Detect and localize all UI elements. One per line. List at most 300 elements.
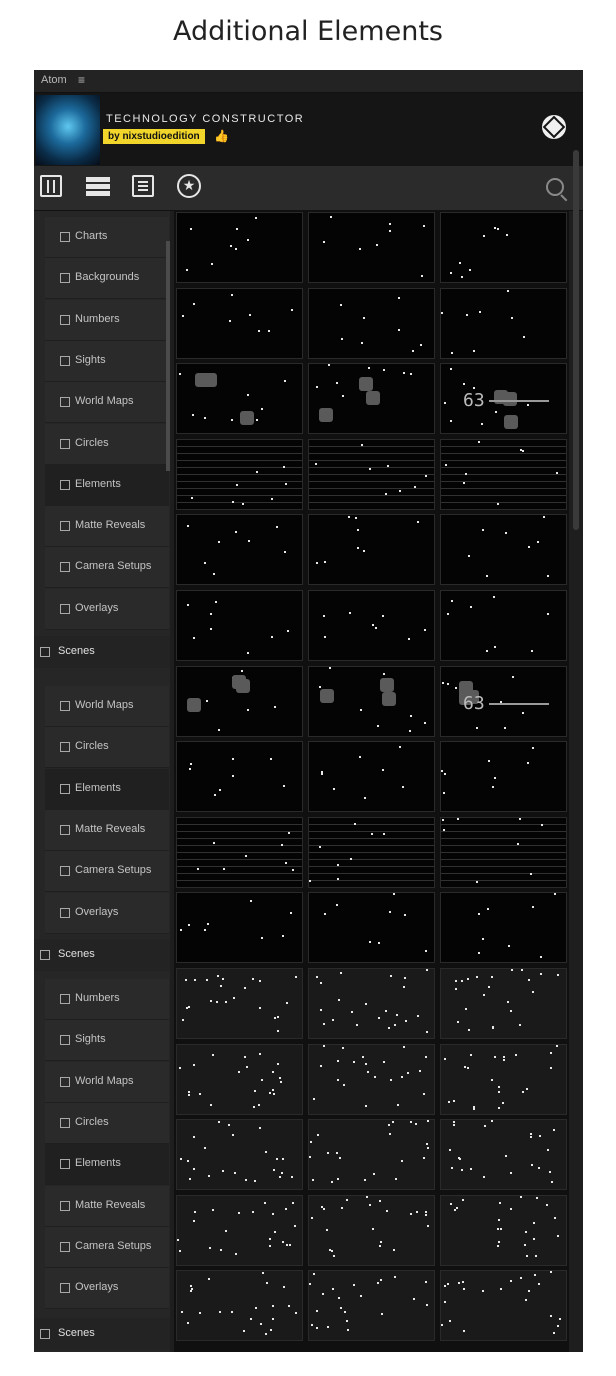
sidebar-item-label: World Maps [75,395,134,408]
graphic-dot [341,1207,343,1209]
graphic-dot [399,746,401,748]
graphic-dot [527,762,529,764]
graphic-dot [341,338,343,340]
graphic-dot [236,484,238,486]
graphic-dot [232,1134,234,1136]
graphic-dot [441,1324,443,1326]
graphic-dot [386,1210,388,1212]
graphic-dot [261,937,263,939]
graphic-dot [530,873,532,875]
graphic-dot [268,330,270,332]
graphic-dot [329,667,331,669]
graphic-dot [484,1125,486,1127]
graphic-dot [238,1212,240,1214]
item-icon [60,1118,70,1128]
graphic-dot [231,1311,233,1313]
graphic-dot [553,1129,555,1131]
graphic-dot [279,1077,281,1079]
graphic-dot [188,1006,190,1008]
list-view-icon[interactable] [86,175,110,197]
glitch-line [489,703,549,705]
brand-title: TECHNOLOGY CONSTRUCTOR [106,113,305,125]
graphic-dot [363,317,365,319]
sidebar-item-elements[interactable] [45,465,169,506]
graphic-dot [481,423,483,425]
graphic-dot [498,1091,500,1093]
preset-thumbnail[interactable] [440,968,567,1039]
hexagon-shape [366,391,380,405]
graphic-dot [332,1019,334,1021]
preset-thumbnail[interactable] [440,590,567,661]
graphic-dot [426,1143,428,1145]
graphic-dot [256,419,258,421]
graphic-dot [549,1171,551,1173]
graphic-dot [470,1054,472,1056]
preset-thumbnail[interactable] [176,741,303,812]
preset-thumbnail[interactable] [308,439,435,510]
preset-thumbnail[interactable] [308,1044,435,1115]
graphic-dot [371,833,373,835]
menu-icon[interactable]: ≡ [78,73,86,87]
graphic-dot [511,969,513,971]
sidebar-item-label: Matte Reveals [75,519,146,532]
fullscreen-icon[interactable] [542,115,566,139]
graphic-dot [377,725,379,727]
graphic-dot [266,1282,268,1284]
graphic-dot [193,637,195,639]
preset-thumbnail[interactable] [176,666,303,737]
graphic-dot [401,1160,403,1162]
preset-thumbnail[interactable] [176,817,303,888]
graphic-dot [315,463,317,465]
graphic-dot [425,1281,427,1283]
preset-thumbnail[interactable] [440,212,567,283]
graphic-dot [497,228,499,230]
preset-thumbnail[interactable] [308,817,435,888]
graphic-dot [337,1060,339,1062]
preset-thumbnail[interactable] [308,1119,435,1190]
search-icon[interactable] [546,178,564,196]
graphic-dot [383,1061,385,1063]
graphic-dot [442,682,444,684]
graphic-dot [294,1225,296,1227]
graphic-dot [415,1123,417,1125]
sidebar-item-sights[interactable] [45,1020,169,1061]
graphic-dot [550,1067,552,1069]
preset-thumbnail[interactable] [308,288,435,359]
graphic-dot [534,1274,536,1276]
graphic-dot [373,1173,375,1175]
graphic-dot [270,1329,272,1331]
graphic-dot [259,1007,261,1009]
graphic-dot [522,1091,524,1093]
graphic-dot [390,975,392,977]
preset-thumbnail[interactable] [308,514,435,585]
graphic-dot [364,1179,366,1181]
preset-thumbnail[interactable] [440,439,567,510]
item-icon [60,232,70,242]
sidebar-item-backgrounds[interactable] [45,258,169,299]
filters-icon[interactable] [40,175,62,197]
preset-thumbnail[interactable] [440,1119,567,1190]
graphic-dot [210,1104,212,1106]
graphic-dot [443,829,445,831]
preset-thumbnail[interactable] [308,363,435,434]
graphic-dot [455,988,457,990]
graphic-dot [444,1058,446,1060]
sidebar-item-circles[interactable] [45,1103,169,1144]
document-icon[interactable] [132,175,154,197]
graphic-dot [313,1098,315,1100]
graphic-dot [491,1120,493,1122]
graphic-dot [407,1072,409,1074]
sidebar-item-overlays[interactable] [45,1268,169,1309]
graphic-dot [283,785,285,787]
preset-thumbnail[interactable] [176,892,303,963]
author-link[interactable]: by nixstudioedition [103,129,205,144]
sidebar-item-camera-setups[interactable] [45,851,169,892]
graphic-dot [273,1169,275,1171]
preset-thumbnail[interactable] [176,1270,303,1341]
item-icon [60,562,70,572]
graphic-dot [425,950,427,952]
preset-thumbnail[interactable] [440,514,567,585]
graphic-dot [208,1278,210,1280]
graphic-dot [199,1312,201,1314]
graphic-dot [482,1290,484,1292]
sidebar-item-charts[interactable] [45,217,169,258]
sidebar-item-matte-reveals[interactable] [45,1186,169,1227]
graphic-dot [190,763,192,765]
graphic-dot [398,329,400,331]
graphic-dot [225,1230,227,1232]
graphic-dot [331,1250,333,1252]
preset-thumbnail[interactable] [440,1195,567,1266]
folder-icon [40,647,50,657]
graphic-dot [522,712,524,714]
graphic-dot [478,441,480,443]
graphic-dot [272,1071,274,1073]
graphic-dot [194,979,196,981]
graphic-dot [479,311,481,313]
graphic-dot [265,1151,267,1153]
preset-thumbnail[interactable] [440,363,567,434]
graphic-dot [441,770,443,772]
preset-thumbnail[interactable] [440,817,567,888]
preset-thumbnail[interactable] [308,590,435,661]
sidebar-item-numbers[interactable] [45,979,169,1020]
graphic-dot [451,600,453,602]
graphic-dot [393,893,395,895]
graphic-dot [403,372,405,374]
graphic-dot [524,1244,526,1246]
graphic-dot [277,1063,279,1065]
graphic-dot [337,864,339,866]
graphic-dot [403,1046,405,1048]
graphic-dot [499,1202,501,1204]
graphic-dot [218,1121,220,1123]
preset-thumbnail[interactable] [440,741,567,812]
graphic-dot [220,1249,222,1251]
graphic-dot [179,373,181,375]
graphic-dot [461,980,463,982]
graphic-dot [385,1010,387,1012]
graphic-dot [187,525,189,527]
graphic-dot [359,756,361,758]
graphic-dot [287,630,289,632]
graphic-dot [244,1056,246,1058]
graphic-dot [404,977,406,979]
graphic-dot [396,1014,398,1016]
graphic-dot [192,414,194,416]
preset-thumbnail[interactable] [176,1044,303,1115]
preset-thumbnail[interactable] [440,666,567,737]
graphic-dot [214,794,216,796]
graphic-dot [336,382,338,384]
preset-thumbnail[interactable] [176,1119,303,1190]
preset-thumbnail[interactable] [308,892,435,963]
graphic-dot [188,1091,190,1093]
sidebar-item-matte-reveals[interactable] [45,810,169,851]
graphic-dot [461,1169,463,1171]
sidebar-item-matte-reveals[interactable] [45,506,169,547]
brand-header [34,93,583,166]
sidebar-item-circles[interactable] [45,424,169,465]
graphic-dot [410,1121,412,1123]
section-header-scenes[interactable] [34,1318,170,1350]
graphic-dot [274,706,276,708]
graphic-dot [476,881,478,883]
graphic-dot [453,1121,455,1123]
item-icon [60,273,70,283]
graphic-dot [537,541,539,543]
graphic-dot [232,775,234,777]
preset-thumbnail[interactable] [176,590,303,661]
graphic-dot [180,929,182,931]
preset-thumbnail[interactable] [308,212,435,283]
graphic-dot [179,1250,181,1252]
grid-scrollbar[interactable] [573,150,579,530]
preset-thumbnail[interactable] [308,741,435,812]
graphic-dot [502,1102,504,1104]
graphic-dot [530,1133,532,1135]
graphic-dot [547,613,549,615]
preset-thumbnail[interactable] [440,1270,567,1341]
graphic-dot [247,239,249,241]
graphic-dot [182,315,184,317]
graphic-dot [233,997,235,999]
graphic-dot [285,483,287,485]
sidebar-item-overlays[interactable] [45,589,169,630]
graphic-dot [340,972,342,974]
graphic-dot [272,1213,274,1215]
sidebar-item-circles[interactable] [45,727,169,768]
graphic-dot [500,1288,502,1290]
graphic-dot [324,913,326,915]
preset-thumbnail[interactable] [440,892,567,963]
sidebar-item-label: Elements [75,781,121,794]
graphic-dot [228,1124,230,1126]
graphic-dot [309,1156,311,1158]
graphic-dot [494,777,496,779]
graphic-dot [365,1063,367,1065]
graphic-dot [491,976,493,978]
graphic-dot [249,314,251,316]
graphic-dot [522,450,524,452]
preset-thumbnail[interactable] [176,1195,303,1266]
graphic-dot [185,979,187,981]
sidebar-item-numbers[interactable] [45,300,169,341]
graphic-dot [482,938,484,940]
preset-thumbnail[interactable] [440,1044,567,1115]
graphic-dot [538,1283,540,1285]
preset-thumbnail[interactable] [308,1195,435,1266]
graphic-dot [390,1079,392,1081]
graphic-dot [540,973,542,975]
graphic-dot [448,1101,450,1103]
preset-thumbnail[interactable] [176,514,303,585]
preset-thumbnail[interactable] [308,968,435,1039]
graphic-dot [360,1295,362,1297]
sidebar-item-world-maps[interactable] [45,686,169,727]
sidebar-item-label: Numbers [75,312,120,325]
graphic-dot [326,1229,328,1231]
graphic-dot [494,646,496,648]
preset-thumbnail[interactable] [308,1270,435,1341]
preset-thumbnail[interactable] [440,288,567,359]
graphic-dot [208,1175,210,1177]
graphic-dot [425,1214,427,1216]
graphic-dot [218,541,220,543]
graphic-dot [410,715,412,717]
graphic-dot [258,1104,260,1106]
preset-thumbnail[interactable] [176,288,303,359]
sidebar-item-world-maps[interactable] [45,1062,169,1103]
graphic-dot [488,986,490,988]
graphic-dot [353,1284,355,1286]
sidebar-item-sights[interactable] [45,341,169,382]
favorites-icon[interactable]: ★ [177,174,201,198]
preset-thumbnail[interactable] [176,363,303,434]
graphic-dot [272,1305,274,1307]
graphic-dot [292,1202,294,1204]
graphic-dot [262,1272,264,1274]
graphic-dot [324,636,326,638]
graphic-dot [193,1220,195,1222]
graphic-dot [463,1288,465,1290]
graphic-dot [526,1255,528,1257]
graphic-dot [503,1056,505,1058]
graphic-dot [222,1170,224,1172]
graphic-dot [453,1100,455,1102]
graphic-dot [423,225,425,227]
graphic-dot [382,615,384,617]
sidebar-item-elements[interactable] [45,769,169,810]
graphic-dot [361,342,363,344]
graphic-dot [217,975,219,977]
toolbar [34,166,583,211]
graphic-dot [259,1127,261,1129]
graphic-dot [416,1211,418,1213]
graphic-dot [425,475,427,477]
graphic-dot [343,1084,345,1086]
graphic-dot [353,1061,355,1063]
graphic-dot [346,1320,348,1322]
preset-thumbnail[interactable] [176,212,303,283]
section-header-scenes[interactable] [34,636,170,668]
graphic-dot [309,1283,311,1285]
graphic-dot [256,471,258,473]
preset-thumbnail[interactable] [308,666,435,737]
graphic-dot [408,638,410,640]
graphic-dot [270,758,272,760]
graphic-dot [551,1181,553,1183]
graphic-dot [241,670,243,672]
graphic-dot [380,1241,382,1243]
sidebar-item-label: Circles [75,436,109,449]
graphic-dot [340,1307,342,1309]
graphic-dot [288,832,290,834]
item-icon [60,784,70,794]
graphic-dot [316,1327,318,1329]
app-title: Atom [41,74,67,86]
graphic-dot [450,368,452,370]
graphic-dot [337,878,339,880]
graphic-dot [333,788,335,790]
sidebar-item-camera-setups[interactable] [45,1227,169,1268]
section-header-scenes[interactable] [34,939,170,971]
sidebar-item-camera-setups[interactable] [45,547,169,588]
preset-thumbnail[interactable] [176,439,303,510]
thumbs-up-icon[interactable]: 👍 [214,129,229,143]
item-icon [60,701,70,711]
graphic-dot [425,1056,427,1058]
sidebar-scrollbar[interactable] [166,241,170,471]
graphic-dot [532,906,534,908]
graphic-dot [272,1089,274,1091]
graphic-dot [530,1136,532,1138]
sidebar-item-overlays[interactable] [45,893,169,934]
graphic-dot [291,309,293,311]
graphic-dot [210,628,212,630]
preset-thumbnail[interactable] [176,968,303,1039]
graphic-dot [466,314,468,316]
sidebar-item-label: Elements [75,1157,121,1170]
graphic-dot [281,1172,283,1174]
graphic-dot [447,1283,449,1285]
sidebar-item-world-maps[interactable] [45,382,169,423]
graphic-dot [393,1249,395,1251]
graphic-dot [274,1017,276,1019]
graphic-dot [444,402,446,404]
graphic-dot [316,1310,318,1312]
graphic-dot [193,1168,195,1170]
graphic-dot [319,686,321,688]
graphic-dot [519,1024,521,1026]
graphic-dot [454,1209,456,1211]
item-icon [60,604,70,614]
graphic-dot [505,1155,507,1157]
graphic-dot [389,230,391,232]
graphic-dot [389,223,391,225]
graphic-dot [362,1056,364,1058]
counter-label: 63 [463,390,485,411]
graphic-dot [231,294,233,296]
sidebar-item-elements[interactable] [45,1144,169,1185]
graphic-dot [527,404,529,406]
hexagon-shape [232,675,246,689]
category-sidebar [34,211,170,1352]
